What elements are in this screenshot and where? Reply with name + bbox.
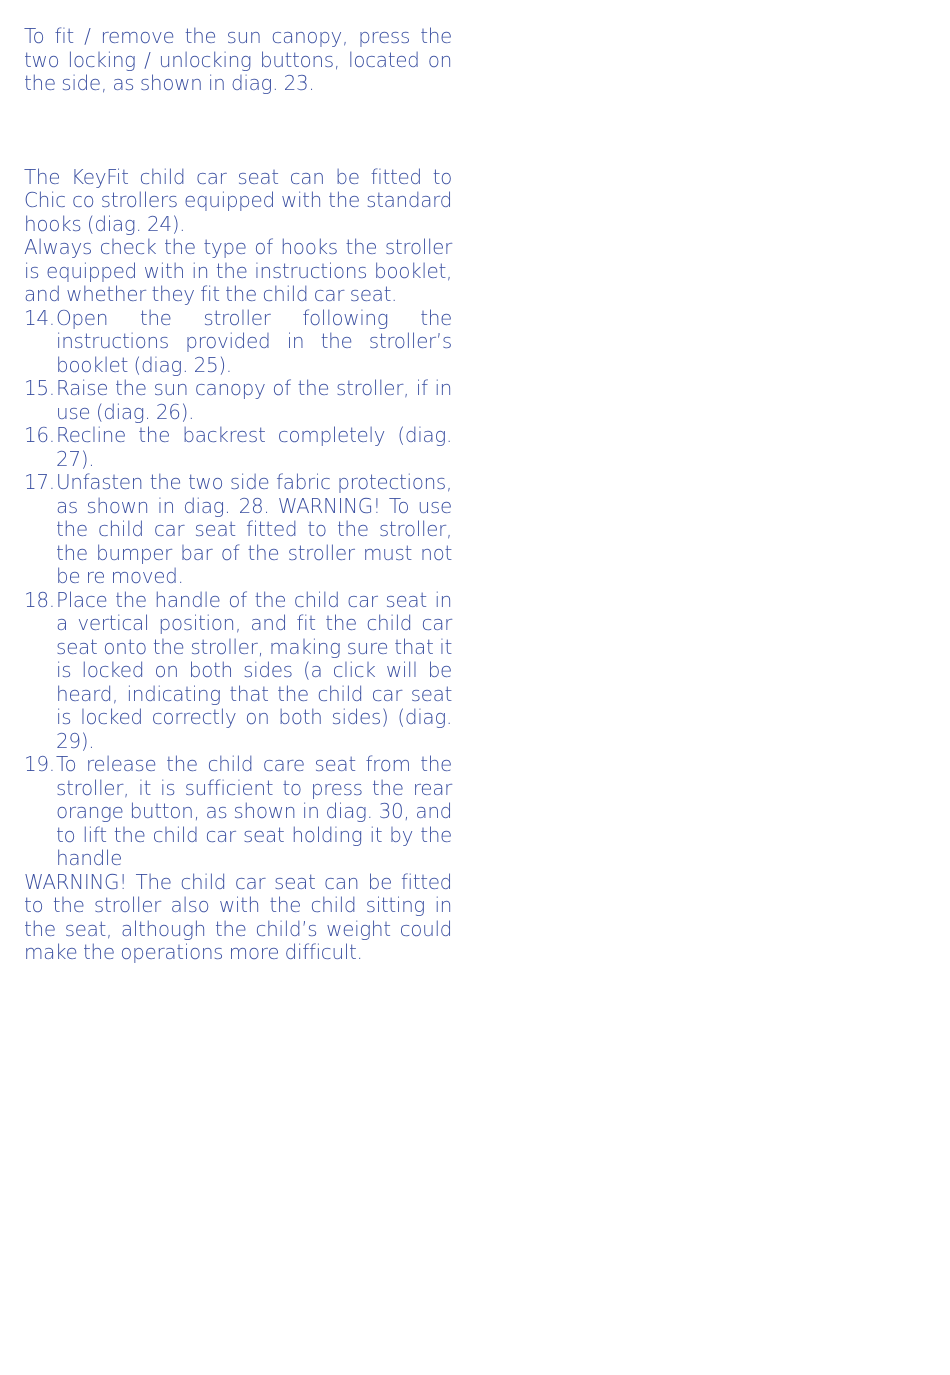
stroller-compatibility-paragraph: The KeyFit child car seat can be fitted to Chic co strollers equipped with the standard hooks (diag. 24). [24, 164, 452, 236]
stroller-steps-list [24, 307, 452, 871]
weight-warning-paragraph: WARNING! The child car seat can be fitted to the stroller also with the child sitting in the seat, although the child’s weight could make the operations more difficult. [24, 869, 452, 964]
step-14 [24, 307, 452, 378]
step-number: 17. [24, 470, 55, 494]
text-column [24, 25, 452, 965]
step-number: 14. [24, 305, 55, 330]
step-17 [24, 471, 452, 589]
step-text: Open the stroller following the instructions provided in the stroller’s booklet (diag. 25). [56, 305, 452, 377]
hooks-check-paragraph: Always check the type of hooks the stroller is equipped with in the instructions booklet, and whether they fit the child car seat. [24, 235, 452, 306]
step-19 [24, 753, 452, 871]
step-text: To release the child care seat from the stroller, it is sufficient to press the rear orange button, as shown in diag. 30, and to lift the child car seat holding it by the handle [56, 752, 452, 870]
step-text: Unfasten the two side fabric protections, as shown in diag. 28. WARNING! To use the child car seat fitted to the stroller, the bumper bar of the stroller must not be re moved. [56, 470, 452, 588]
canopy-instructions: To fit / remove the sun canopy, press the two locking / unlocking buttons, located on the side, as shown in diag. 23. [24, 24, 452, 95]
step-18 [24, 589, 452, 754]
step-15 [24, 377, 452, 424]
section-spacer [24, 96, 452, 166]
step-text: Place the handle of the child car seat in a vertical position, and fit the child car seat onto the stroller, making sure that it is locked on both sides (a click will be heard, indicating that the child car seat is locked correctly on both sides) (diag. 29). [56, 587, 452, 753]
step-number: 15. [24, 376, 55, 400]
step-number: 19. [24, 752, 55, 776]
step-16 [24, 424, 452, 471]
step-text: Raise the sun canopy of the stroller, if in use (diag. 26). [56, 376, 452, 424]
step-number: 18. [24, 587, 55, 612]
step-text: Recline the backrest completely (diag. 27). [56, 423, 452, 471]
step-number: 16. [24, 423, 55, 447]
